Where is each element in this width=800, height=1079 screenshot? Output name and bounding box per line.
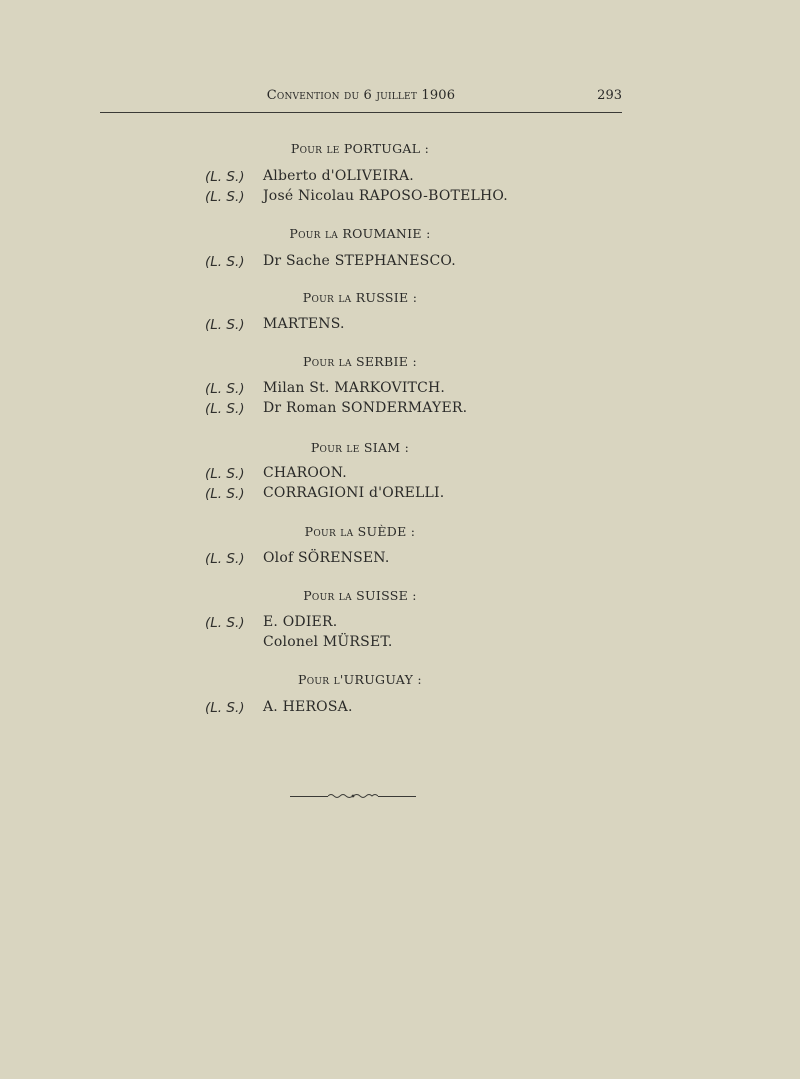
seal-mark: (L. S.) (205, 169, 245, 185)
seal-mark: (L. S.) (205, 401, 245, 417)
section-heading-siam: Pour le SIAM : (310, 440, 410, 455)
signatory-name: Milan St. MARKOVITCH. (263, 380, 446, 396)
signatory-name: Dr Roman SONDERMAYER. (263, 400, 468, 416)
seal-mark: (L. S.) (205, 381, 245, 397)
signatory-name: Dr Sache STEPHANESCO. (263, 253, 456, 269)
section-heading-serbie: Pour la SERBIE : (303, 354, 417, 369)
section-heading-uruguay: Pour l'URUGUAY : (298, 672, 422, 687)
signatory-name: Alberto d'OLIVEIRA. (263, 168, 414, 184)
section-heading-roumanie: Pour la ROUMANIE : (289, 226, 431, 241)
ornament-flourish-icon (328, 793, 378, 799)
signatory-name: A. HEROSA. (263, 699, 353, 715)
signatory-name: MARTENS. (263, 316, 345, 332)
running-head (100, 88, 622, 108)
seal-mark: (L. S.) (205, 551, 245, 567)
section-heading-russie: Pour la RUSSIE : (302, 290, 418, 305)
seal-mark: (L. S.) (205, 486, 245, 502)
seal-mark: (L. S.) (205, 189, 245, 205)
seal-mark: (L. S.) (205, 466, 245, 482)
signatory-name: E. ODIER. (263, 614, 338, 630)
signatory-name: Olof SÖRENSEN. (263, 550, 390, 566)
signatory-name: CHAROON. (263, 465, 347, 481)
section-heading-suede: Pour la SUÈDE : (304, 524, 416, 539)
seal-mark: (L. S.) (205, 700, 245, 716)
seal-mark: (L. S.) (205, 317, 245, 333)
signatory-name: CORRAGIONI d'ORELLI. (263, 485, 445, 501)
closing-ornament (290, 792, 416, 800)
section-heading-portugal: Pour le PORTUGAL : (290, 141, 430, 156)
header-rule (100, 112, 622, 113)
section-heading-suisse: Pour la SUISSE : (303, 588, 417, 603)
signatory-name: José Nicolau RAPOSO-BOTELHO. (263, 188, 508, 204)
signatory-name: Colonel MÜRSET. (263, 634, 393, 650)
running-title: Convention du 6 juillet 1906 (266, 88, 456, 103)
page-number: 293 (597, 88, 622, 103)
seal-mark: (L. S.) (205, 254, 245, 270)
seal-mark: (L. S.) (205, 615, 245, 631)
